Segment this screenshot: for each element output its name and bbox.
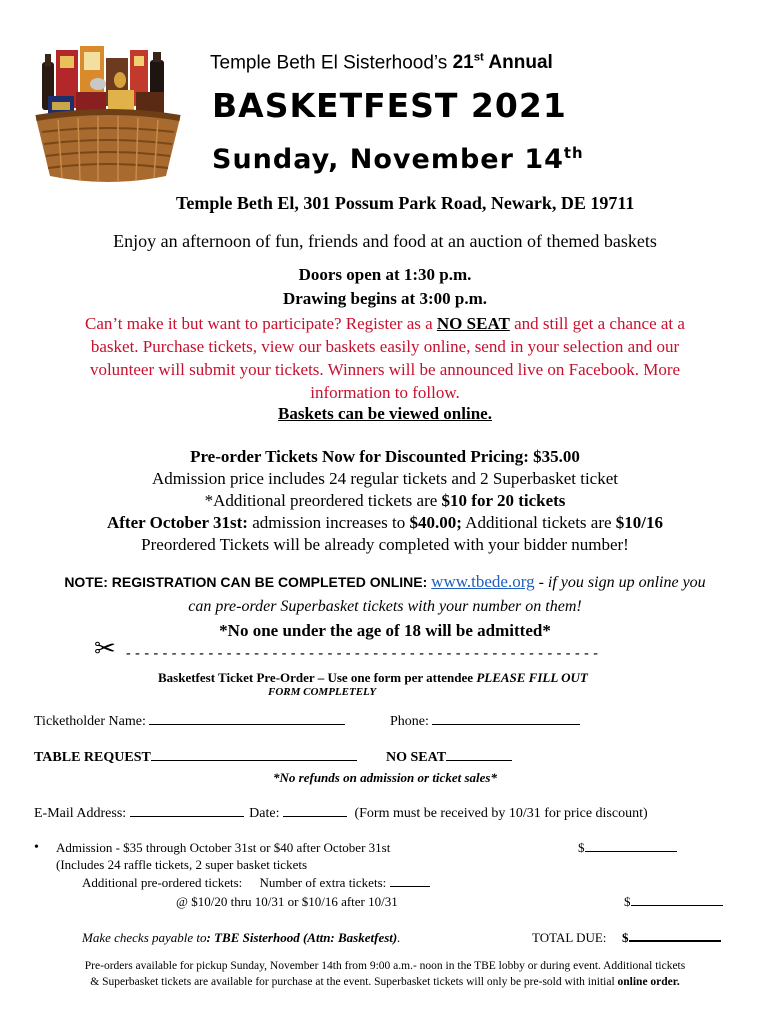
includes-line: (Includes 24 raffle tickets, 2 super basket tickets bbox=[56, 857, 308, 872]
pricing-additional: *Additional preordered tickets are $10 for 20 tickets bbox=[204, 491, 566, 510]
scissors-icon: ✂ bbox=[94, 634, 116, 663]
no-seat-row: NO SEAT bbox=[386, 750, 512, 766]
note-section: NOTE: REGISTRATION CAN BE COMPLETED ONLINE: www.tbede.org - if you sign up online you can pre-order Superbasket tickets with your number on them! *No one under the age of 18 will be admitted* bbox=[0, 570, 770, 643]
gift-basket-image bbox=[28, 40, 188, 188]
admission-amount: $ bbox=[578, 840, 677, 856]
pricing-includes: Admission price includes 24 regular tickets and 2 Superbasket ticket bbox=[152, 469, 618, 488]
date-field[interactable] bbox=[283, 815, 347, 817]
no-seat-emphasis: NO SEAT bbox=[436, 314, 510, 333]
drawing-time-text: Drawing begins at 3:00 p.m. bbox=[282, 289, 487, 308]
sisterhood-text: Temple Beth El Sisterhood’s bbox=[210, 52, 453, 74]
doors-open-text: Doors open at 1:30 p.m. bbox=[298, 265, 472, 284]
page-title: BASKETFEST 2021 bbox=[212, 86, 567, 125]
pricing-after-october: After October 31st: admission increases to $40.00; Additional tickets are $10/16 bbox=[106, 513, 664, 532]
form-title-line2: FORM COMPLETELY bbox=[268, 686, 377, 698]
total-due-field[interactable] bbox=[629, 939, 721, 942]
phone-field[interactable] bbox=[432, 723, 580, 725]
table-request-row: TABLE REQUEST bbox=[34, 750, 357, 766]
no-seat-field[interactable] bbox=[446, 759, 512, 761]
email-row: E-Mail Address: Date: (Form must be received by 10/31 for price discount) bbox=[34, 806, 648, 821]
phone-row: Phone: bbox=[390, 714, 580, 730]
ticketholder-name-field[interactable] bbox=[149, 723, 345, 725]
pricing-preordered: Preordered Tickets will be already completed with your bidder number! bbox=[141, 535, 629, 554]
total-due-amount: $ bbox=[622, 930, 721, 946]
form-title: Basketfest Ticket Pre-Order – Use one form per attendee PLEASE FILL OUT bbox=[158, 670, 588, 685]
bullet-icon: • bbox=[34, 840, 39, 855]
rate-line: @ $10/20 thru 10/31 or $10/16 after 10/31 bbox=[176, 894, 398, 909]
additional-amount-field[interactable] bbox=[631, 904, 723, 906]
footer-note: Pre-orders available for pickup Sunday, November 14th from 9:00 a.m.- noon in the TBE lobby or during event. Additional tickets & Superbasket tickets are available for purchase at the event. Superbasket tickets will only be pre-sold with initial online order. bbox=[84, 960, 686, 988]
pricing-heading: Pre-order Tickets Now for Discounted Pricing: $35.00 bbox=[190, 447, 580, 466]
extra-tickets-field[interactable] bbox=[390, 885, 430, 887]
admission-line: Admission - $35 through October 31st or $40 after October 31st bbox=[56, 840, 391, 855]
ordinal-text: 21st Annual bbox=[452, 52, 553, 74]
event-address: Temple Beth El, 301 Possum Park Road, Newark, DE 19711 bbox=[176, 193, 635, 213]
total-due-label: TOTAL DUE: bbox=[532, 930, 607, 945]
payable-line: Make checks payable to: TBE Sisterhood (Attn: Basketfest). bbox=[82, 930, 401, 945]
ticketholder-row: Ticketholder Name: bbox=[34, 714, 345, 730]
table-request-field[interactable] bbox=[151, 759, 357, 761]
intro-text: Enjoy an afternoon of fun, friends and food at an auction of themed baskets bbox=[113, 231, 657, 251]
additional-tickets-row: Additional pre-ordered tickets: Number of extra tickets: bbox=[82, 875, 430, 891]
pricing-section bbox=[0, 446, 770, 556]
event-date: Sunday, November 14th bbox=[212, 144, 584, 175]
additional-amount: $ bbox=[624, 894, 723, 910]
admission-amount-field[interactable] bbox=[585, 850, 677, 852]
age-restriction: *No one under the age of 18 will be admitted* bbox=[219, 621, 551, 640]
email-field[interactable] bbox=[130, 815, 244, 817]
remote-participation-text: Can’t make it but want to participate? Register as a NO SEAT and still get a chance at a basket. Purchase tickets, view our baskets easily online, send in your selection and our volunteer will submit your tickets. Winners will be announced live on Facebook. More information to follow. bbox=[85, 314, 685, 402]
cut-line: - - - - - - - - - - - - - - - - - - - - - - - - - - - - - - - - - - - - - - - - - - - - - - - - - - - - bbox=[126, 646, 599, 661]
refund-policy: *No refunds on admission or ticket sales* bbox=[273, 770, 497, 785]
header-intro bbox=[210, 52, 553, 74]
website-link[interactable]: www.tbede.org bbox=[431, 572, 535, 591]
view-online-text: Baskets can be viewed online. bbox=[278, 404, 492, 423]
